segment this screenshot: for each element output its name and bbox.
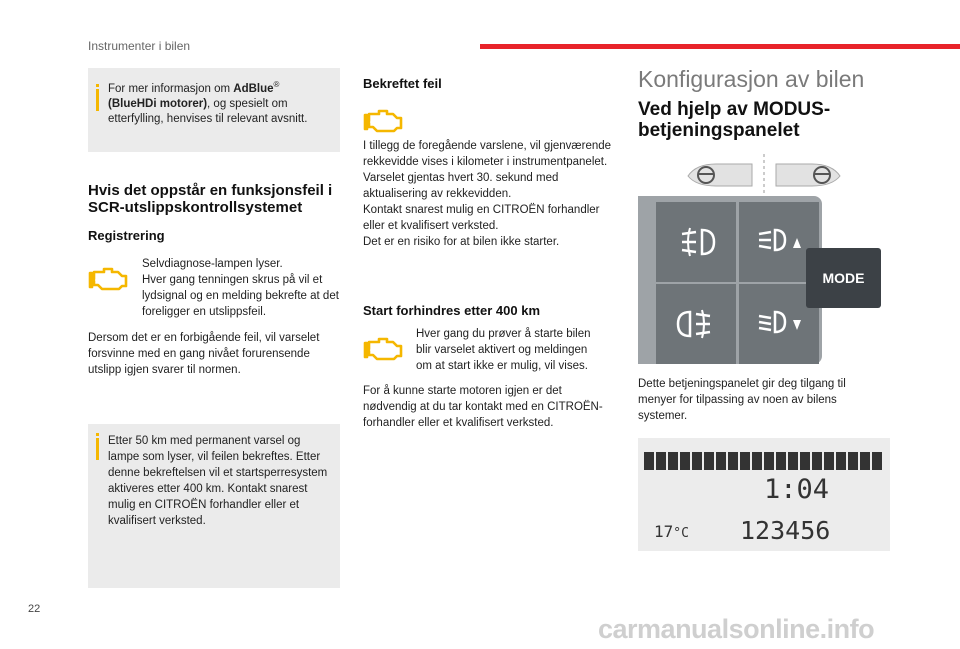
rear-fog-lamp-icon: [656, 284, 736, 364]
registrering-heading: Registrering: [88, 228, 165, 243]
lcd-temperature: 17°C: [654, 522, 689, 541]
engine-warning-icon: [363, 336, 403, 364]
lcd-dot-matrix-row: [644, 452, 884, 470]
info-note-confirmation: [88, 424, 340, 588]
page-number: 22: [28, 603, 41, 615]
registrering-after-text: Dersom det er en forbigående feil, vil varselet forsvinne med en gang nivået forurensende utslipp igjen svarer til normen.: [88, 332, 320, 376]
lcd-display: [638, 438, 890, 551]
info-note-adblue: [88, 68, 340, 152]
registrering-text: Selvdiagnose-lampen lyser. Hver gang tenningen skrus på vil et lydsignal og en melding bekrefte at det foreligger en utslippsfeil.: [142, 258, 339, 318]
start-text: Hver gang du prøver å starte bilen blir varselet aktivert og meldingen om at start ikke er mulig, vil vises.: [416, 328, 591, 372]
mode-button[interactable]: MODE: [806, 248, 881, 308]
section-subtitle: Ved hjelp av MODUS-betjeningspanelet: [638, 99, 831, 141]
steering-wheel-icon: [686, 154, 842, 194]
note-marker-icon: [96, 89, 99, 111]
rear-fog-lamp-button[interactable]: [656, 284, 736, 364]
chapter-accent-bar: [480, 44, 960, 49]
watermark: carmanualsonline.info: [598, 614, 875, 644]
panel-description: Dette betjeningspanelet gir deg tilgang til menyer for tilpassing av noen av bilens systemer.: [638, 378, 846, 422]
note-text: For mer informasjon om AdBlue® (BlueHDi motorer), og spesielt om etterfylling, henvises til relevant avsnitt.: [108, 80, 308, 125]
bekreftet-heading: Bekreftet feil: [363, 76, 442, 91]
start-after-text: For å kunne starte motoren igjen er det nødvendig at du tar kontakt med en CITROËN-forhandler eller et kvalifisert verksted.: [363, 385, 603, 429]
engine-warning-icon: [88, 266, 128, 294]
note-marker-icon: [96, 438, 99, 460]
section-title: Konfigurasjon av bilen: [638, 66, 865, 92]
bekreftet-text: I tillegg de foregående varslene, vil gjenværende rekkevidde vises i kilometer i instrumentpanelet. Varselet gjentas hvert 30. sekund med aktualisering av rekkevidden. Kontakt snarest mulig en CITROËN forhandler eller et kvalifisert verksted. Det er en risiko for at bilen ikke starter.: [363, 140, 612, 248]
control-panel: [638, 196, 822, 364]
note-text: Etter 50 km med permanent varsel og lampe som lyser, vil feilen bekreftes. Etter denne bekreftelsen vil et startsperresystem aktiveres etter 400 km. Kontakt snarest mulig en CITROËN forhandler eller et kvalifisert verksted.: [108, 435, 328, 527]
scr-heading: Hvis det oppstår en funksjonsfeil i SCR-utslippskontrollsystemet: [88, 182, 333, 216]
lcd-clock: 1:04: [764, 474, 830, 505]
start-heading: Start forhindres etter 400 km: [363, 303, 541, 318]
lcd-odometer: 123456: [740, 516, 831, 545]
front-fog-lamp-button[interactable]: [656, 202, 736, 282]
fog-lamp-icon: [656, 202, 736, 282]
engine-warning-icon: [363, 108, 403, 136]
chapter-title: Instrumenter i bilen: [88, 39, 191, 53]
